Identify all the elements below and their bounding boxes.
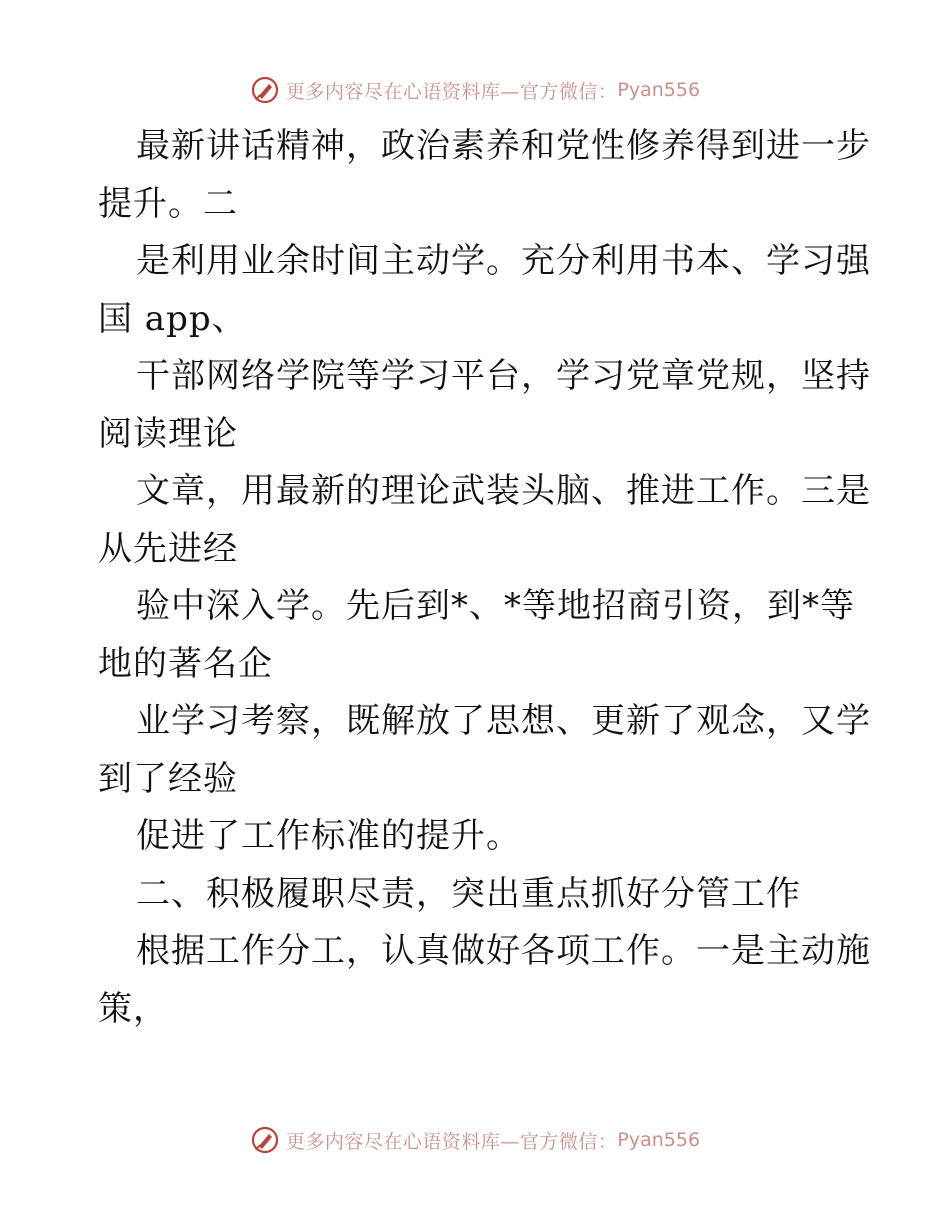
body-line: 验中深入学。先后到*、*等地招商引资，到*等 <box>136 586 855 626</box>
body-line: 干部网络学院等学习平台，学习党章党规，坚持 <box>136 356 871 396</box>
body-line: 是利用业余时间主动学。充分利用书本、学习强 <box>136 241 871 281</box>
body-line: 根据工作分工，认真做好各项工作。一是主动施 <box>136 931 871 971</box>
body-line: 提升。二 <box>98 183 238 224</box>
body-line: 阅读理论 <box>98 413 238 454</box>
body-line: 地的著名企 <box>98 643 273 684</box>
body-line: 国 app、 <box>98 298 247 339</box>
body-line: 到了经验 <box>98 758 238 799</box>
body-line: 促进了工作标准的提升。 <box>136 816 521 856</box>
body-line: 从先进经 <box>98 528 238 569</box>
footer-watermark-text: 更多内容尽在心语资料库—官方微信： <box>285 1130 618 1153</box>
pen-nib-seal-icon <box>250 75 280 105</box>
footer-watermark <box>0 1120 950 1160</box>
body-line: 文章，用最新的理论武装头脑、推进工作。三是 <box>136 471 871 511</box>
header-watermark-text: 更多内容尽在心语资料库—官方微信： <box>285 80 618 103</box>
body-line: 策， <box>98 988 168 1029</box>
document-body <box>98 118 871 1038</box>
pen-nib-seal-icon <box>250 1125 280 1155</box>
header-watermark <box>0 70 950 110</box>
footer-wechat-id: Pyan556 <box>617 1129 701 1151</box>
header-wechat-id: Pyan556 <box>617 79 701 101</box>
body-line: 最新讲话精神，政治素养和党性修养得到进一步 <box>136 126 871 166</box>
section-heading: 二、积极履职尽责，突出重点抓好分管工作 <box>136 873 801 914</box>
body-line: 业学习考察，既解放了思想、更新了观念，又学 <box>136 701 871 741</box>
